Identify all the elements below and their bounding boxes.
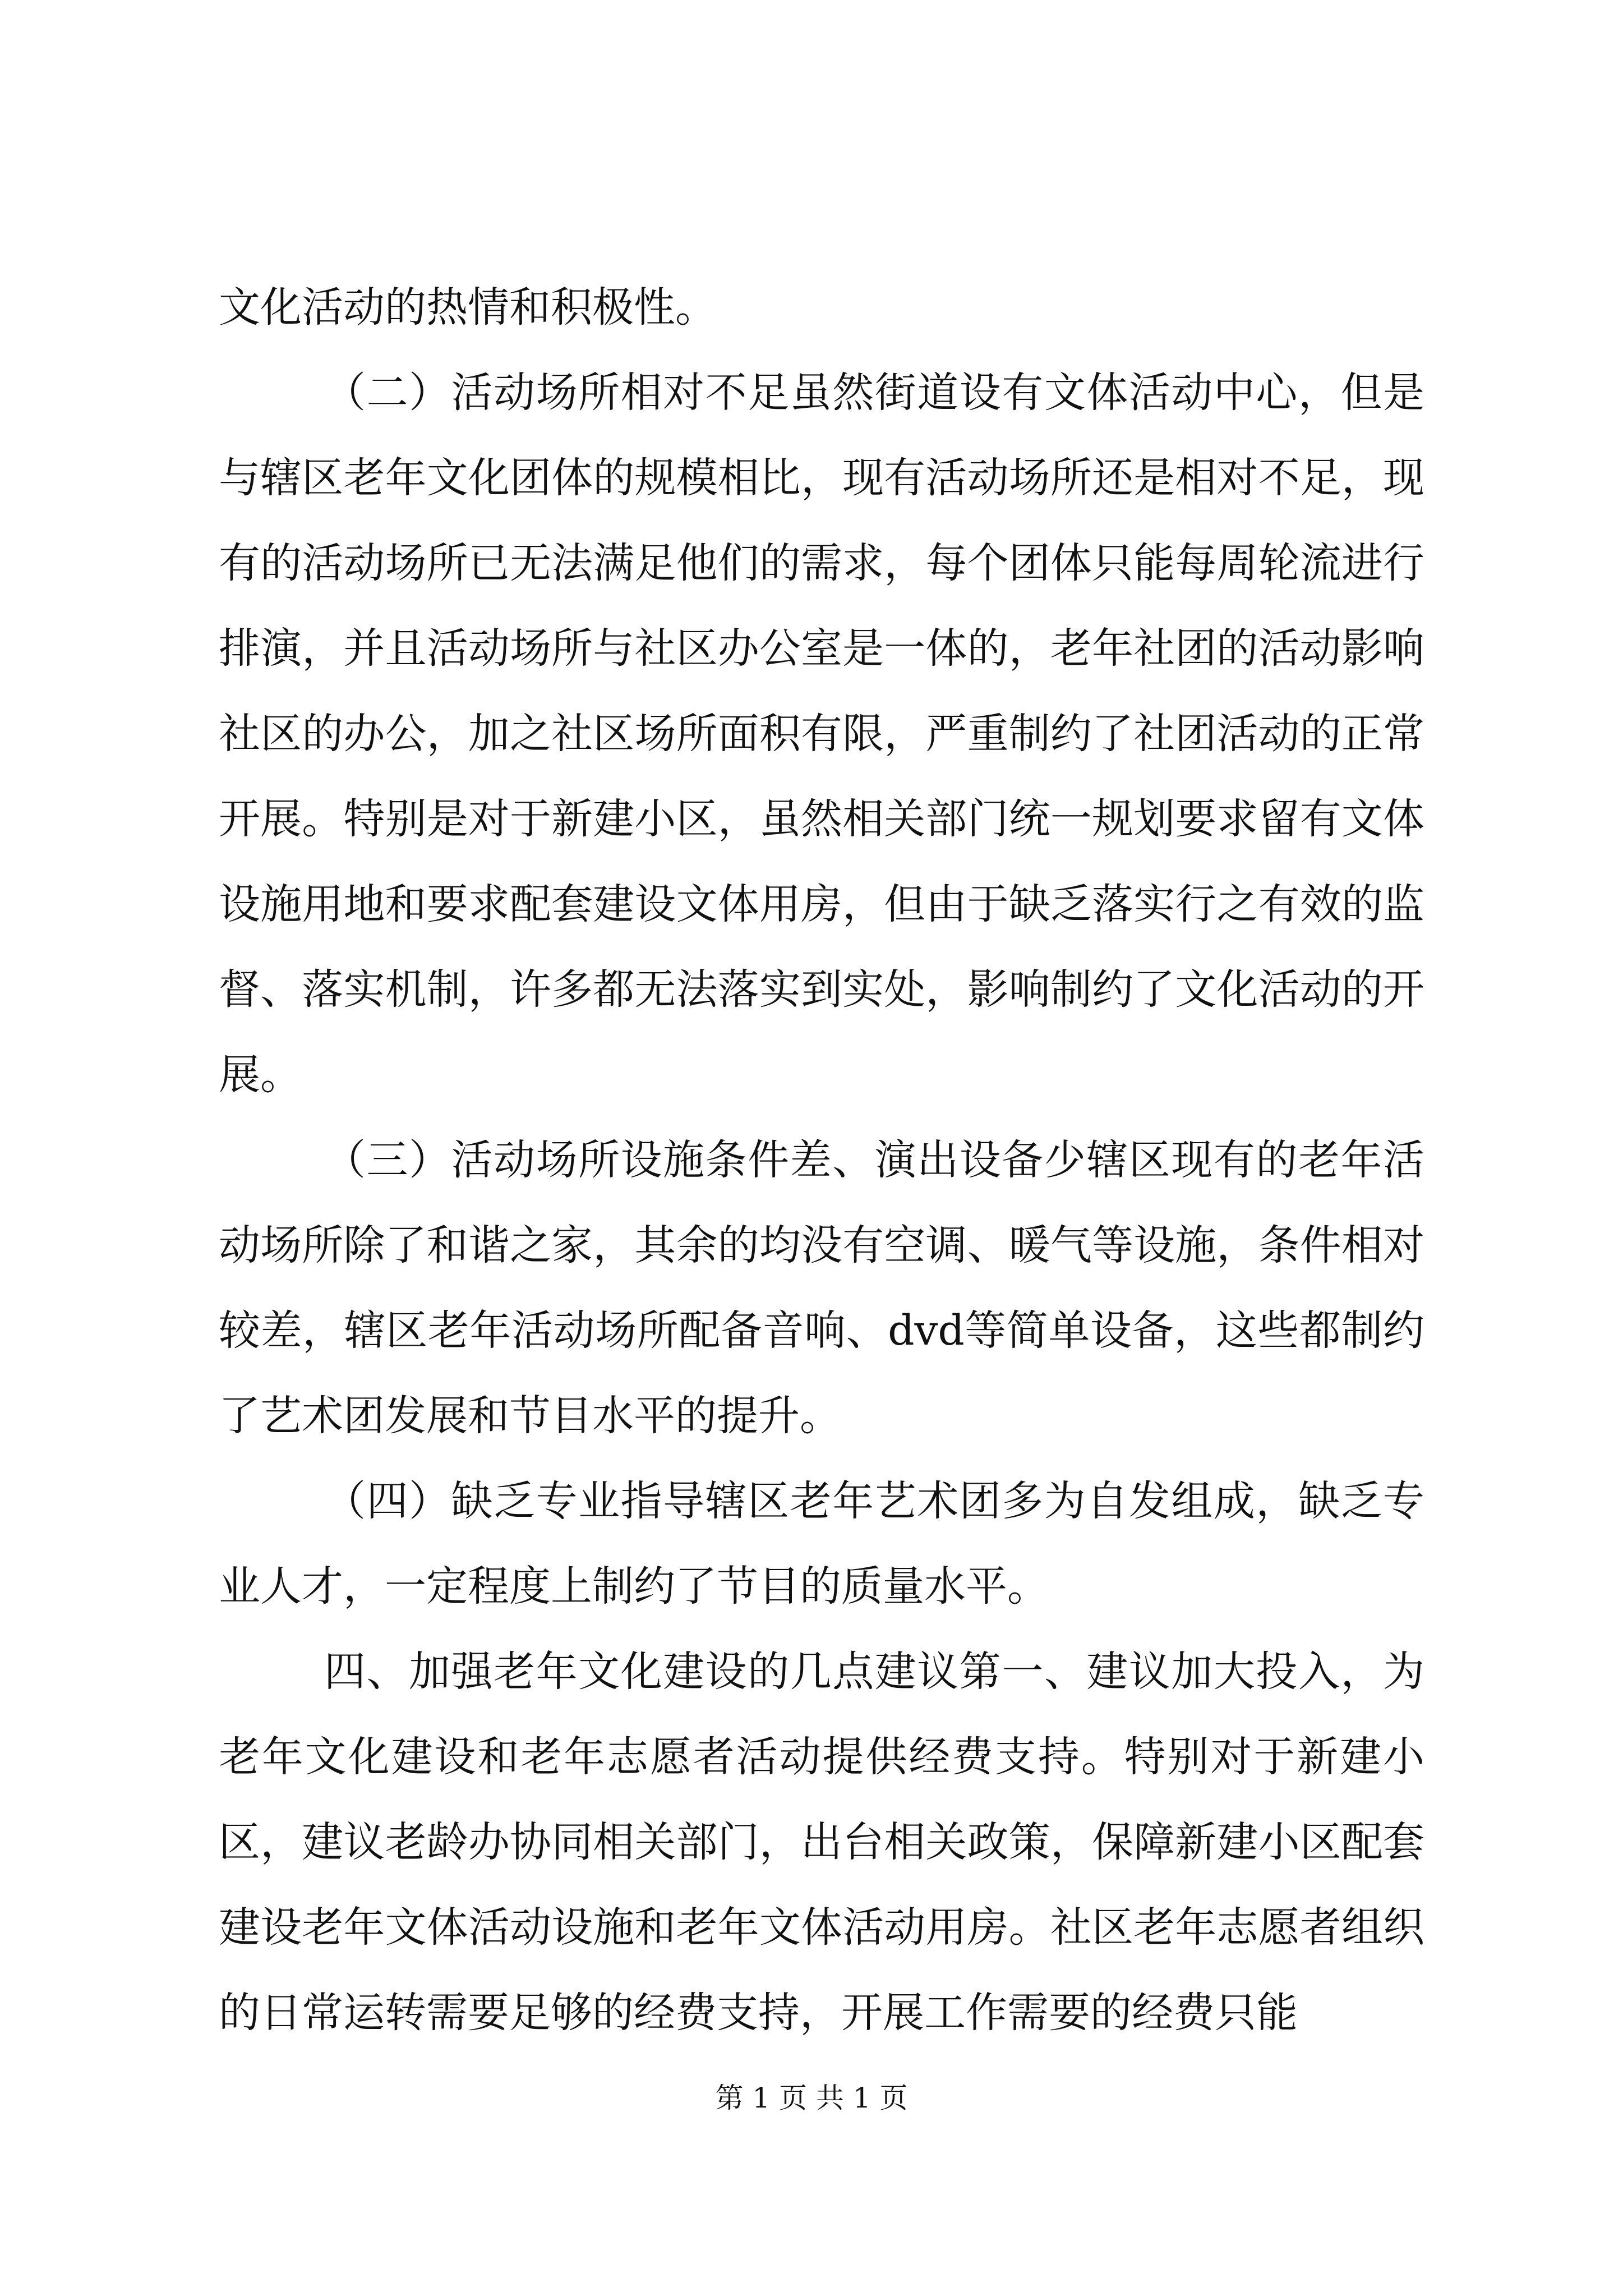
paragraph-continuation: 文化活动的热情和积极性。 (219, 283, 717, 332)
paragraph-section-4: （四）缺乏专业指导辖区老年艺术团多为自发组成，缺乏专业人才，一定程度上制约了节目的质量水平。 (219, 1477, 1424, 1611)
paragraph-section-2: （二）活动场所相对不足虽然街道设有文体活动中心，但是与辖区老年文化团体的规模相比，现有活动场所还是相对不足，现有的活动场所已无法满足他们的需求，每个团体只能每周轮流进行排演，并且活动场所与社区办公室是一体的，老年社团的活动影响社区的办公，加之社区场所面积有限，严重制约了社团活动的正常开展。特别是对于新建小区，虽然相关部门统一规划要求留有文体设施用地和要求配套建设文体用房，但由于缺乏落实行之有效的监督、落实机制，许多都无法落实到实处，影响制约了文化活动的开展。 (219, 369, 1424, 1099)
paragraph-suggestions: 四、加强老年文化建设的几点建议第一、建议加大投入，为老年文化建设和老年志愿者活动提供经费支持。特别对于新建小区，建议老龄办协同相关部门，出台相关政策，保障新建小区配套建设老年文体活动设施和老年文体活动用房。社区老年志愿者组织的日常运转需要足够的经费支持，开展工作需要的经费只能 (219, 1648, 1424, 2037)
page-number-footer: 第 1 页 共 1 页 (715, 2082, 908, 2114)
document-body (219, 265, 1424, 2055)
paragraph-section-3: （三）活动场所设施条件差、演出设备少辖区现有的老年活动场所除了和谐之家，其余的均没有空调、暖气等设施，条件相对较差，辖区老年活动场所配备音响、dvd等简单设备，这些都制约了艺术团发展和节目水平的提升。 (219, 1136, 1424, 1440)
